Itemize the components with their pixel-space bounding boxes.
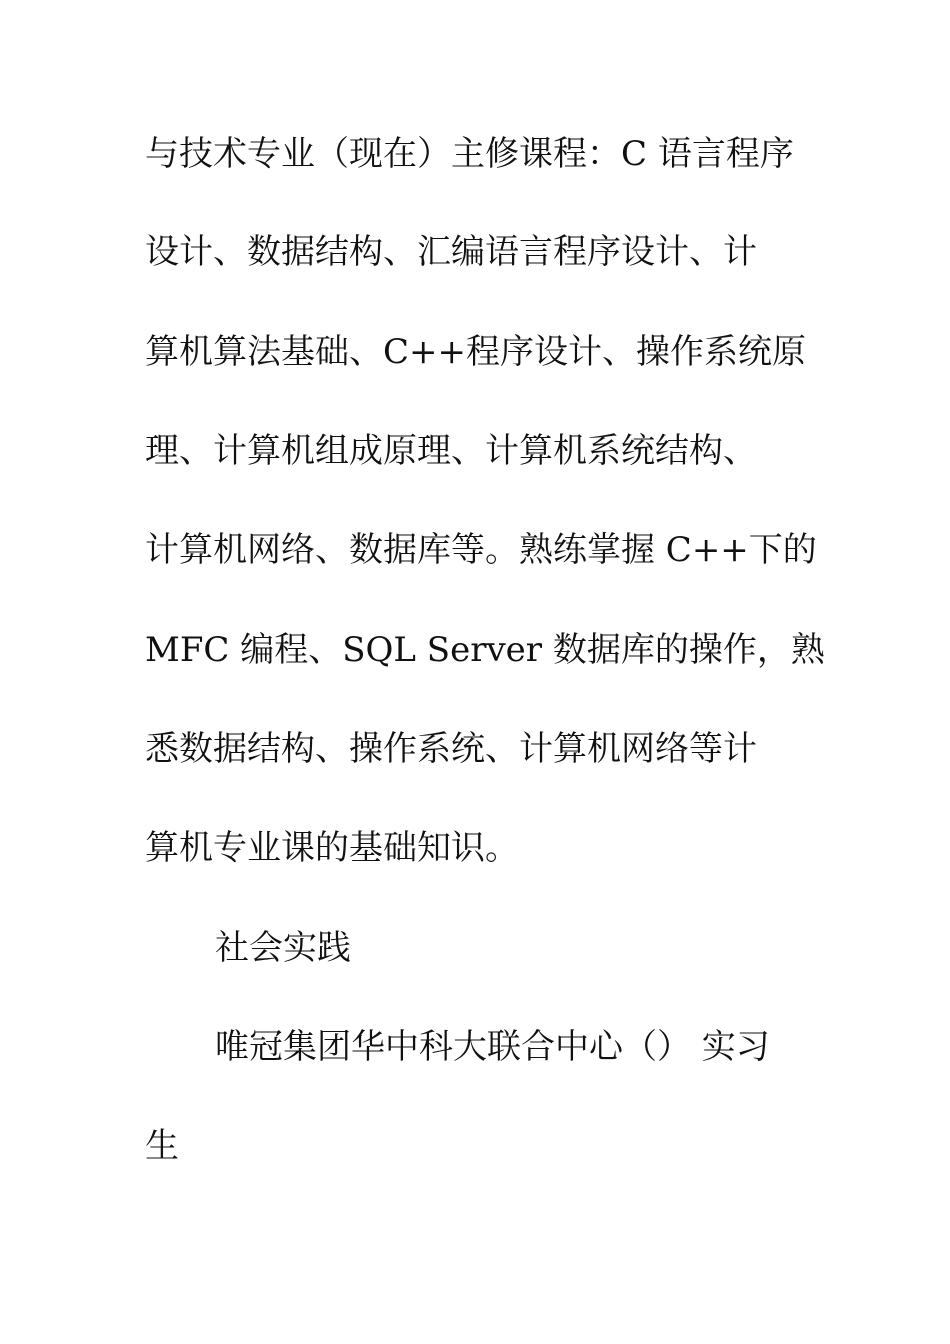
section-heading: 社会实践 xyxy=(215,928,351,968)
body-text-line: 理、计算机组成原理、计算机系统结构、 xyxy=(145,431,757,471)
body-text-line: 计算机网络、数据库等。熟练掌握 C++下的 xyxy=(145,530,817,570)
body-text-line: 设计、数据结构、汇编语言程序设计、计 xyxy=(145,232,757,272)
experience-line: 唯冠集团华中科大联合中心（） 实习 xyxy=(215,1027,770,1067)
body-text-line: 算机专业课的基础知识。 xyxy=(145,828,519,868)
body-text-line: 悉数据结构、操作系统、计算机网络等计 xyxy=(145,729,757,769)
body-text-line: 算机算法基础、C++程序设计、操作系统原 xyxy=(145,332,806,372)
experience-line-continuation: 生 xyxy=(145,1126,179,1166)
body-text-line: 与技术专业（现在）主修课程：C 语言程序 xyxy=(145,134,794,174)
body-text-line: MFC 编程、SQL Server 数据库的操作，熟 xyxy=(145,630,825,670)
